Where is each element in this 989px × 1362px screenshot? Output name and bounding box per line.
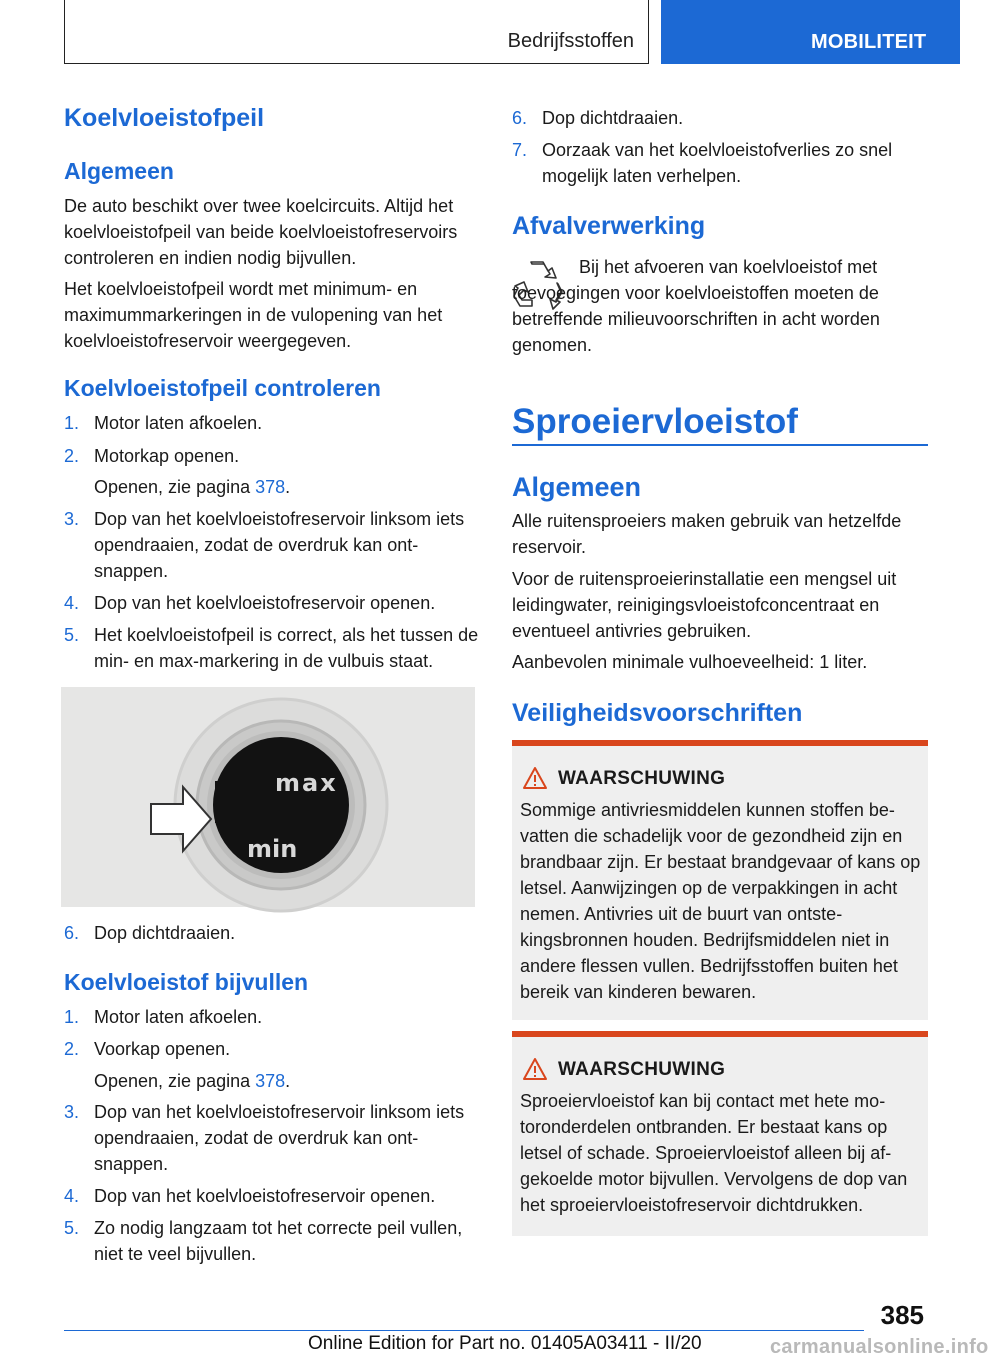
paragraph-general-2: Het koelvloeistofpeil wordt met minimum- en maximummarkeringen in de vulopening van het koelvloeistofreservoir weergegeven. — [64, 279, 443, 351]
washer-paragraph-2: Voor de ruitensproeierinstallatie een mengsel uit leidingwater, reinigingsvloeistofconcentraat en eventueel antivries gebruiken. — [512, 569, 897, 641]
subheading-general: Algemeen — [64, 158, 174, 184]
min-marking: min — [247, 835, 298, 863]
chapter-tab[interactable]: MOBILITEIT — [661, 0, 960, 64]
coolant-cap-photo — [61, 687, 475, 907]
warning-bar — [512, 1031, 928, 1037]
warning-text: Sproeiervloeistof kan bij contact met hete motoronderdelen ontbranden. Er bestaat kans op letsel of schade. Sproeiervloeistof alleen bij afgekoelde motor bijvullen. Vervolgens de dop van het sproeiervloeistofreservoir dichtdrukken. — [520, 1091, 908, 1215]
warning-icon — [522, 1057, 548, 1081]
section-heading-safety: Veiligheidsvoorschriften — [512, 699, 803, 727]
warning-box — [512, 740, 928, 1020]
footer-rule — [64, 1330, 864, 1331]
title-rule — [512, 444, 928, 446]
page-link[interactable]: 378 — [255, 1071, 286, 1091]
warning-bar — [512, 740, 928, 746]
washer-paragraph-3: Aanbevolen minimale vulhoeveelheid: 1 liter. — [512, 652, 868, 672]
watermark-logo: carmanualsonline.info — [770, 1336, 989, 1358]
coolant-filler-illustration — [61, 687, 475, 907]
subheading-washer-general: Algemeen — [512, 472, 642, 502]
disposal-paragraph: Bij het afvoeren van koelvloeistof met toevoegingen voor koelvloeistoffen moeten de betreffende milieuvoorschriften in acht worden genomen. — [512, 257, 880, 355]
washer-paragraph-1: Alle ruitensproeiers maken gebruik van hetzelfde reservoir. — [512, 511, 902, 557]
section-heading-coolant-level: Koelvloeistofpeil — [64, 104, 265, 132]
section-title: Bedrijfsstoffen — [507, 30, 634, 52]
warning-icon — [522, 766, 548, 790]
warning-box — [512, 1031, 928, 1236]
warning-text: Sommige antivriesmiddelen kunnen stoffen bevatten die schadelijk voor de gezondheid zijn en brandbaar zijn. Er bestaat brandgevaar of kans op letsel. Aanwijzingen op de verpakkingen in acht nemen. Antivries uit de buurt van ontstekingsbronnen houden. Bedrijfsmiddelen niet in andere flessen vullen. Bedrijfsstoffen buiten het bereik van kinderen bewaren. — [520, 800, 921, 1002]
page-link[interactable]: 378 — [255, 477, 286, 497]
section-heading-disposal: Afvalverwerking — [512, 212, 706, 240]
max-marking: max — [275, 769, 338, 797]
warning-title: WAARSCHUWING — [558, 1059, 726, 1080]
paragraph-general-1: De auto beschikt over twee koelcircuits. Altijd het koelvloeistofpeil van beide koelvloeistofreservoirs controleren en indien nodig bijvullen. — [64, 196, 458, 268]
warning-title: WAARSCHUWING — [558, 768, 726, 789]
subheading-check-level: Koelvloeistofpeil controleren — [64, 375, 381, 401]
section-title-washer-fluid: Sproeiervloeistof — [512, 402, 798, 441]
subheading-refill: Koelvloeistof bijvullen — [64, 969, 309, 995]
header-section-box — [64, 0, 649, 64]
edition-text: Online Edition for Part no. 01405A03411 - II/20 — [308, 1333, 702, 1354]
page-number: 385 — [880, 1300, 924, 1330]
